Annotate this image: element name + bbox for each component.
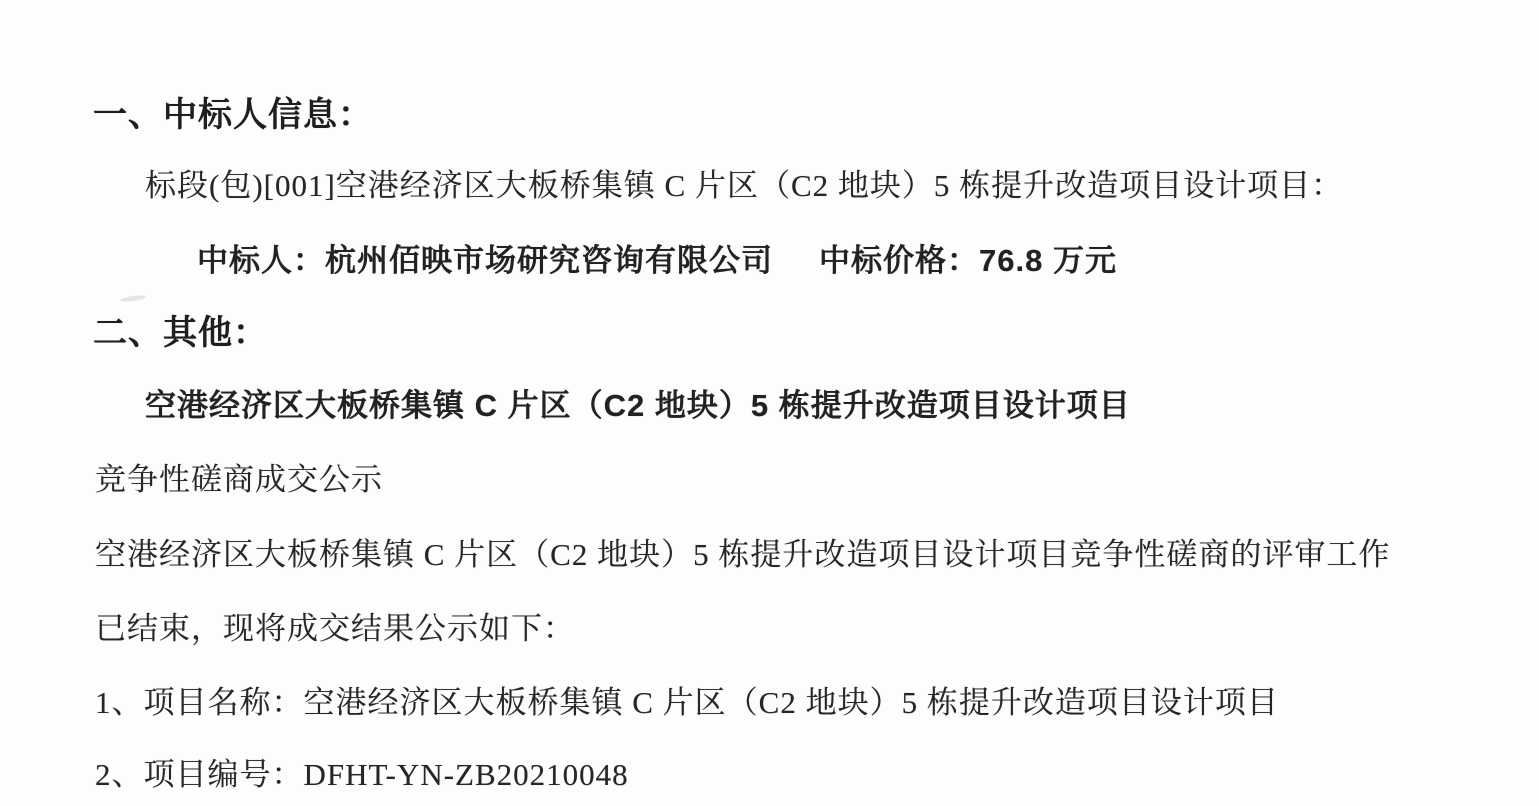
winner-and-price-line xyxy=(197,245,1117,276)
winner-name: 杭州佰映市场研究咨询有限公司 xyxy=(325,243,773,278)
winner-label: 中标人： xyxy=(197,243,325,278)
scan-speckle xyxy=(120,294,146,303)
body-line-2: 已结束，现将成交结果公示如下： xyxy=(95,611,575,646)
price-label: 中标价格： xyxy=(819,243,979,278)
project-number-label: 2、项目编号： xyxy=(95,757,304,792)
price-value: 76.8 万元 xyxy=(979,243,1117,278)
section1-heading: 一、中标人信息： xyxy=(93,96,373,134)
lot-package-line: 标段(包)[001]空港经济区大板桥集镇 C 片区（C2 地块）5 栋提升改造项目设计项目： xyxy=(145,168,1344,203)
section2-heading: 二、其他： xyxy=(93,314,268,352)
project-name-label: 1、项目名称： xyxy=(95,685,304,720)
project-name-item xyxy=(95,687,1279,718)
announcement-title-line: 竞争性磋商成交公示 xyxy=(95,462,383,497)
project-title-line: 空港经济区大板桥集镇 C 片区（C2 地块）5 栋提升改造项目设计项目 xyxy=(145,388,1131,423)
project-number-value: DFHT-YN-ZB20210048 xyxy=(303,757,629,792)
project-number-item xyxy=(95,759,629,790)
body-line-1: 空港经济区大板桥集镇 C 片区（C2 地块）5 栋提升改造项目设计项目竞争性磋商的评审工作 xyxy=(95,537,1391,572)
project-name-value: 空港经济区大板桥集镇 C 片区（C2 地块）5 栋提升改造项目设计项目 xyxy=(303,685,1279,720)
